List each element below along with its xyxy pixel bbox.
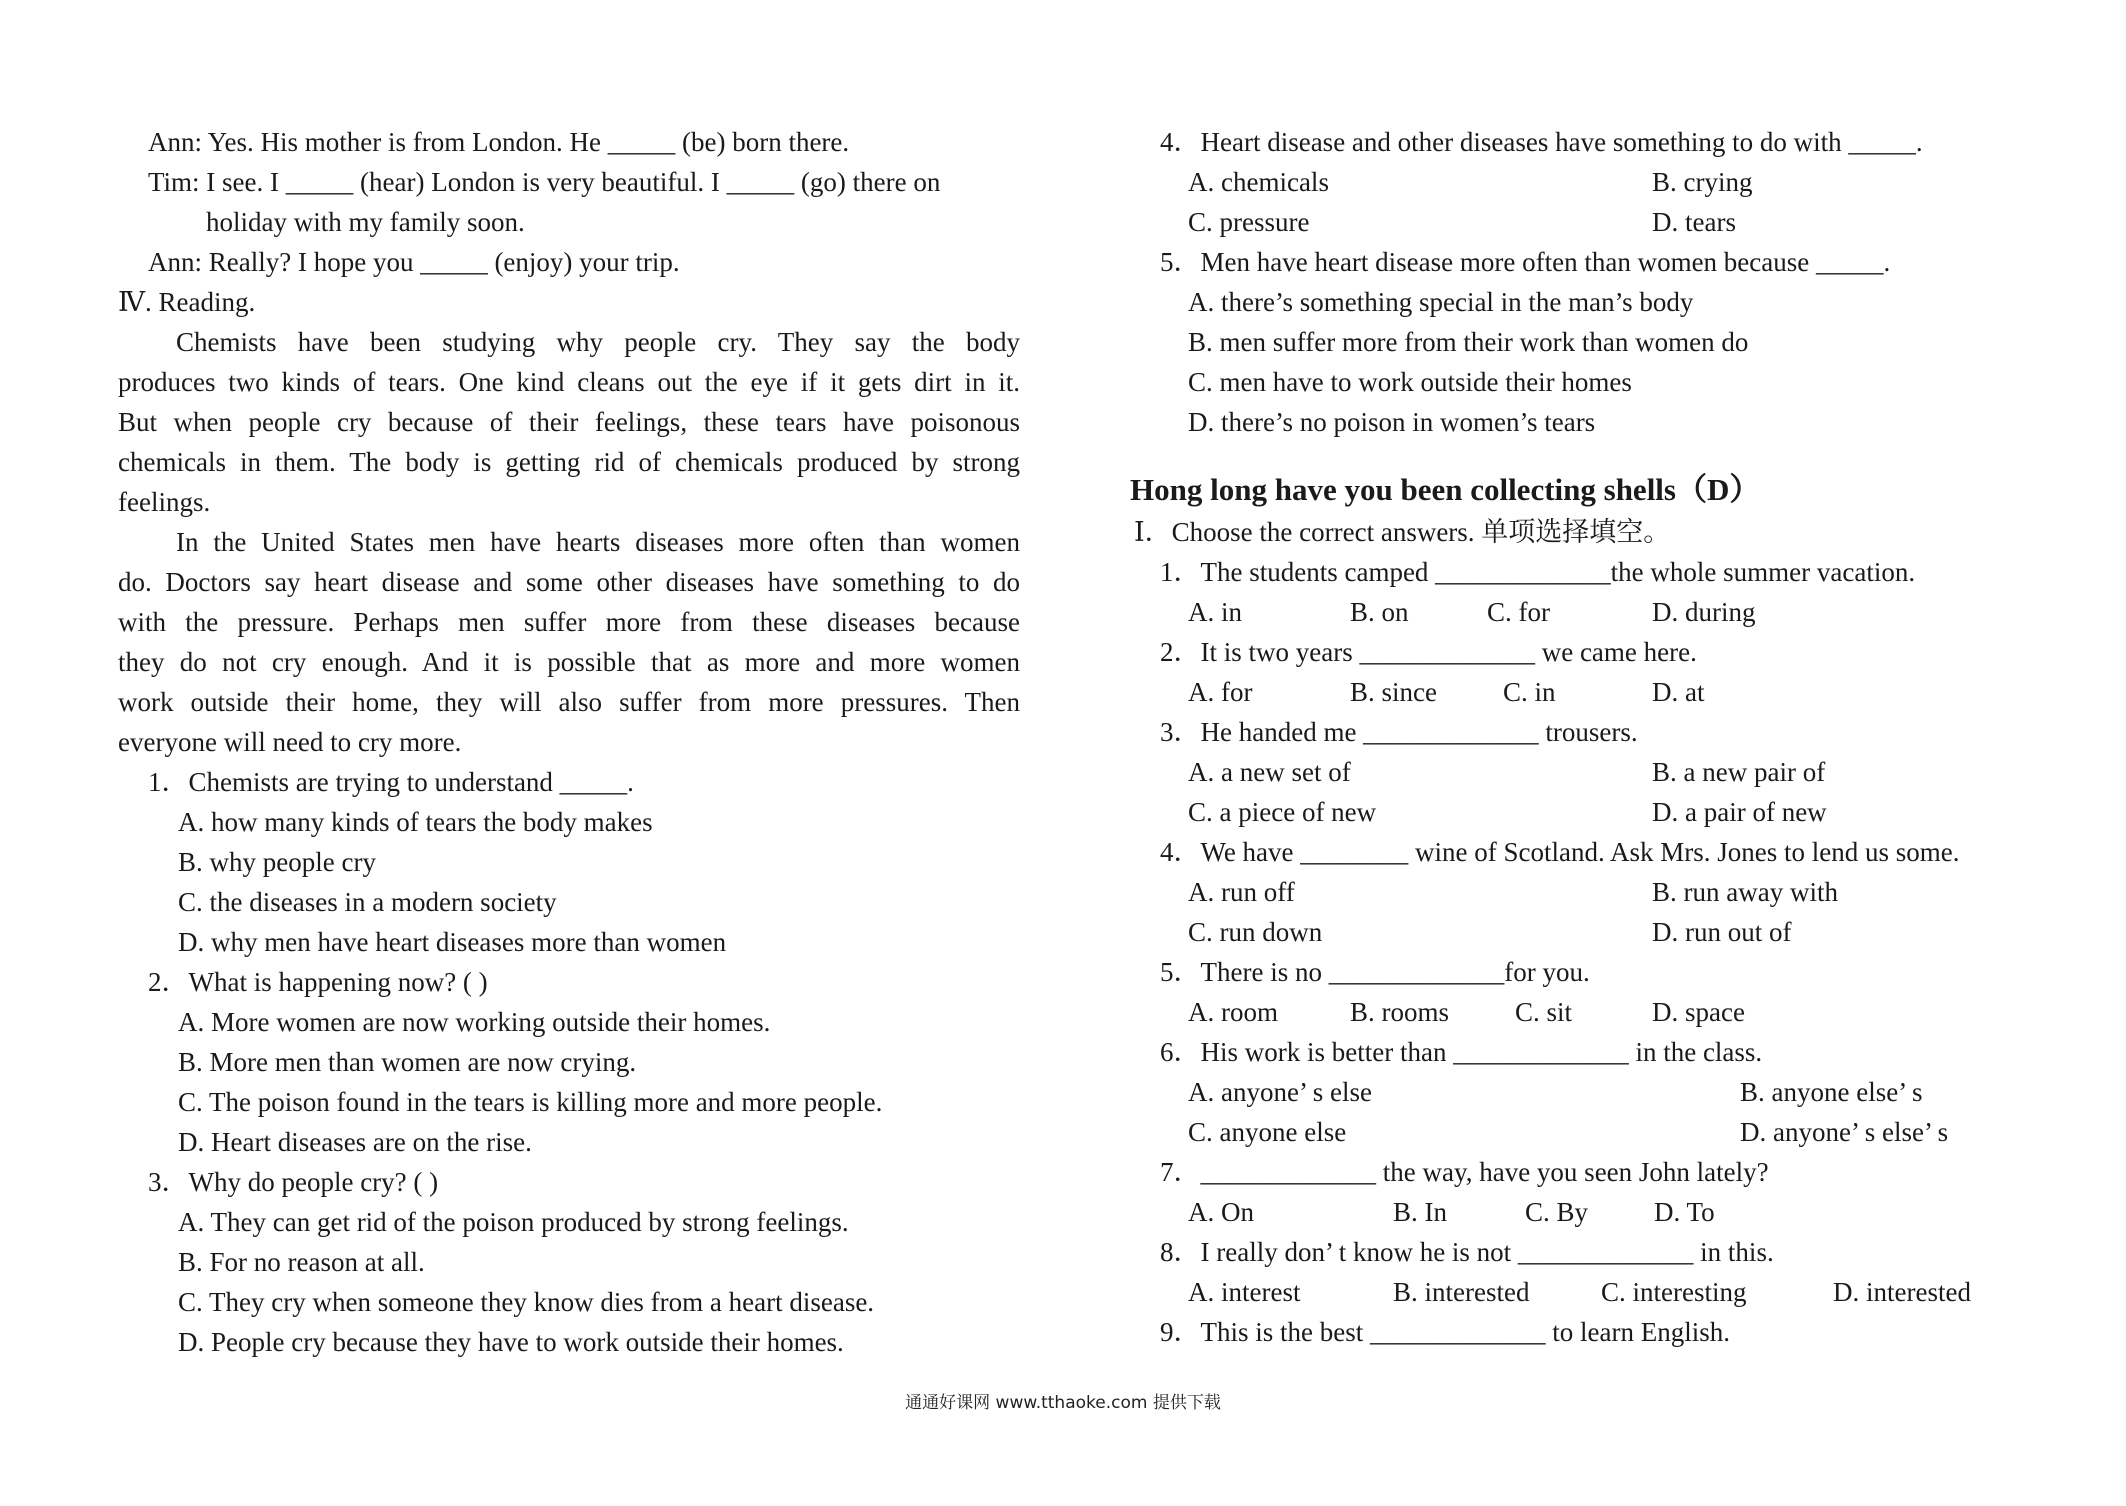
passage-line: work outside their home, they will also suffer from more pressures. Then: [118, 687, 1020, 717]
question-option: C. the diseases in a modern society: [178, 887, 557, 917]
option-row: [1130, 1192, 2050, 1232]
question-option: A. They can get rid of the poison produced by strong feelings.: [178, 1207, 849, 1237]
question-option: B. men suffer more from their work than women do: [1188, 327, 1749, 357]
question-option: A. chemicals: [1188, 167, 1329, 197]
question-stem: 8．I really don’ t know he is not _____________ in this.: [1160, 1237, 1774, 1267]
passage-line: produces two kinds of tears. One kind cleans out the eye if it gets dirt in it.: [118, 367, 1020, 397]
question-option: D. during: [1652, 597, 1756, 627]
question-option: D. interested: [1833, 1277, 1971, 1307]
question-option: C. interesting: [1601, 1277, 1747, 1307]
passage-line: with the pressure. Perhaps men suffer more from these diseases because: [118, 607, 1020, 637]
question-option: A. there’s something special in the man’s body: [1188, 287, 1694, 317]
question-option: B. anyone else’ s: [1740, 1077, 1923, 1107]
section-heading: Hong long have you been collecting shells（D）: [1130, 472, 1761, 507]
question-option: A. On: [1188, 1197, 1254, 1227]
question-stem: 2．What is happening now? ( ): [148, 967, 488, 997]
dialog-line: holiday with my family soon.: [206, 207, 525, 237]
question-option: B. For no reason at all.: [178, 1247, 425, 1277]
option-row: [1130, 1112, 2050, 1152]
left-column: [118, 122, 1020, 1362]
question-option: A. interest: [1188, 1277, 1301, 1307]
question-option: A. run off: [1188, 877, 1295, 907]
question-option: B. why people cry: [178, 847, 376, 877]
option-row: [1130, 1272, 2050, 1312]
option-row: [1130, 202, 2050, 242]
question-option: C. anyone else: [1188, 1117, 1347, 1147]
option-row: [1130, 912, 2050, 952]
option-row: [1130, 872, 2050, 912]
passage-line: In the United States men have hearts diseases more often than women: [176, 527, 1020, 557]
passage-line: feelings.: [118, 487, 211, 517]
question-stem: 9．This is the best _____________ to learn English.: [1160, 1317, 1730, 1347]
question-option: C. By: [1525, 1197, 1589, 1227]
question-option: A. for: [1188, 677, 1253, 707]
right-column: [1130, 122, 2050, 1352]
question-option: D. Heart diseases are on the rise.: [178, 1127, 532, 1157]
passage-line: But when people cry because of their feelings, these tears have poisonous: [118, 407, 1020, 437]
question-option: D. why men have heart diseases more than women: [178, 927, 727, 957]
question-option: C. for: [1487, 597, 1550, 627]
question-option: D. space: [1652, 997, 1745, 1027]
question-option: D. there’s no poison in women’s tears: [1188, 407, 1596, 437]
section-title: Ⅳ. Reading.: [118, 287, 256, 317]
passage-line: they do not cry enough. And it is possible that as more and more women: [118, 647, 1020, 677]
option-row: [1130, 1072, 2050, 1112]
question-option: A. in: [1188, 597, 1242, 627]
question-stem: 4．We have ________ wine of Scotland. Ask Mrs. Jones to lend us some.: [1160, 837, 1960, 867]
question-option: B. interested: [1393, 1277, 1530, 1307]
question-option: C. in: [1503, 677, 1556, 707]
question-option: B. More men than women are now crying.: [178, 1047, 637, 1077]
question-option: B. rooms: [1350, 997, 1450, 1027]
question-option: A. a new set of: [1188, 757, 1351, 787]
question-option: B. since: [1350, 677, 1437, 707]
question-stem: 5．Men have heart disease more often than women because _____.: [1160, 247, 1891, 277]
question-option: B. a new pair of: [1652, 757, 1826, 787]
dialog-line: Ann: Really? I hope you _____ (enjoy) your trip.: [148, 247, 680, 277]
passage-line: everyone will need to cry more.: [118, 727, 462, 757]
question-option: C. sit: [1515, 997, 1573, 1027]
section-title: Ⅰ．Choose the correct answers. 单项选择填空。: [1134, 517, 1671, 547]
question-option: A. anyone’ s else: [1188, 1077, 1372, 1107]
question-stem: 3．He handed me _____________ trousers.: [1160, 717, 1638, 747]
option-row: [1130, 672, 2050, 712]
option-row: [1130, 752, 2050, 792]
question-option: C. The poison found in the tears is killing more and more people.: [178, 1087, 883, 1117]
question-option: B. on: [1350, 597, 1409, 627]
page-footer: 通通好课网 www.tthaoke.com 提供下载: [905, 1393, 1221, 1413]
question-stem: 7．_____________ the way, have you seen John lately?: [1160, 1157, 1769, 1187]
question-option: D. at: [1652, 677, 1705, 707]
passage-line: do. Doctors say heart disease and some other diseases have something to do: [118, 567, 1020, 597]
question-stem: 3．Why do people cry? ( ): [148, 1167, 439, 1197]
question-option: D. anyone’ s else’ s: [1740, 1117, 1949, 1147]
question-option: B. run away with: [1652, 877, 1838, 907]
question-option: C. They cry when someone they know dies from a heart disease.: [178, 1287, 875, 1317]
question-stem: 1．Chemists are trying to understand _____.: [148, 767, 634, 797]
question-option: A. room: [1188, 997, 1278, 1027]
question-option: D. run out of: [1652, 917, 1792, 947]
passage-line: chemicals in them. The body is getting rid of chemicals produced by strong: [118, 447, 1020, 477]
question-option: D. tears: [1652, 207, 1736, 237]
option-row: [1130, 792, 2050, 832]
question-option: B. In: [1393, 1197, 1447, 1227]
question-option: C. men have to work outside their homes: [1188, 367, 1632, 397]
question-stem: 1．The students camped _____________the whole summer vacation.: [1160, 557, 1916, 587]
question-option: B. crying: [1652, 167, 1753, 197]
question-option: C. a piece of new: [1188, 797, 1377, 827]
question-stem: 4．Heart disease and other diseases have something to do with _____.: [1160, 127, 1923, 157]
question-option: C. pressure: [1188, 207, 1310, 237]
dialog-line: Tim: I see. I _____ (hear) London is very beautiful. I _____ (go) there on: [148, 167, 941, 197]
question-stem: 5．There is no _____________for you.: [1160, 957, 1590, 987]
question-stem: 6．His work is better than _____________ in the class.: [1160, 1037, 1763, 1067]
question-stem: 2．It is two years _____________ we came here.: [1160, 637, 1697, 667]
question-option: A. More women are now working outside their homes.: [178, 1007, 771, 1037]
option-row: [1130, 592, 2050, 632]
question-option: D. People cry because they have to work outside their homes.: [178, 1327, 844, 1357]
question-option: A. how many kinds of tears the body makes: [178, 807, 653, 837]
question-option: D. a pair of new: [1652, 797, 1827, 827]
question-option: C. run down: [1188, 917, 1323, 947]
option-row: [1130, 992, 2050, 1032]
question-option: D. To: [1654, 1197, 1715, 1227]
dialog-line: Ann: Yes. His mother is from London. He _____ (be) born there.: [148, 127, 850, 157]
passage-line: Chemists have been studying why people cry. They say the body: [176, 327, 1020, 357]
option-row: [1130, 162, 2050, 202]
